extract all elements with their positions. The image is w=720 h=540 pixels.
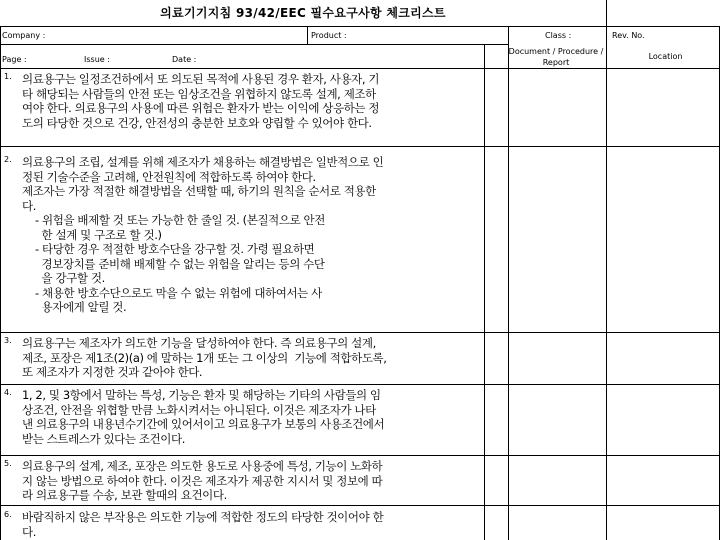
item-number: 2. — [4, 155, 12, 164]
rule — [0, 26, 720, 27]
rule — [0, 455, 720, 456]
rule — [0, 26, 1, 540]
date-label: Date : — [172, 55, 197, 64]
item-text: 의료용구의 조립, 설계를 위해 제조자가 채용하는 해결방법은 일반적으로 인 정된 기술수준을 고려해, 안전원칙에 적합하도록 하여야 한다. 제조자는 가장 적절한 해결방법을 선택할 때, 하기의 원칙을 순서로 적용한 다. - 위험을 배제할 것 또는 가능한 한 줄일 것. (본질적으로 안전 한 설계 및 구조로 할 것.) - 타당한 경우 적절한 방호수단을 강구할 것. 가령 필요하면 경보장치를 준비해 배제할 수 없는 위험을 알리는 등의 수단 을 강구할 것. - 채용한 방호수단으로도 막을 수 없는 위험에 대하여서는 사 용자에게 알릴 것. — [22, 155, 384, 314]
item-number: 6. — [4, 510, 12, 519]
rule — [508, 26, 509, 540]
page-title: 의료기기지침 93/42/EEC 필수요구사항 체크리스트 — [160, 6, 446, 20]
item-text: 의료용구의 설계, 제조, 포장은 의도한 용도로 사용중에 특성, 기능이 노화하 지 않는 방법으로 하여야 한다. 이것은 제조자가 제공한 지시서 및 정보에 따 라 의료용구를 수송, 보관 할때의 요건이다. — [22, 459, 383, 502]
item-number: 5. — [4, 459, 12, 468]
item-number: 1. — [4, 72, 12, 81]
rule — [307, 26, 308, 44]
item-text: 바람직하지 않은 부작용은 의도한 기능에 적합한 정도의 타당한 것이어야 한 다. — [22, 510, 384, 539]
class-label: Class : — [545, 31, 572, 40]
document-procedure-report-header: Document / Procedure / Report — [508, 47, 604, 67]
company-label: Company : — [2, 31, 46, 40]
item-text: 1, 2, 및 3항에서 말하는 특성, 기능은 환자 및 해당하는 기타의 사람들의 임 상조건, 안전을 위협할 만큼 노화시켜서는 아니된다. 이것은 제조자가 나타 낸 의료용구의 내용년수기간에 있어서이고 의료용구가 보통의 사용조건에서 받는 스트레스가 있다는 조건이다. — [22, 388, 385, 446]
issue-label: Issue : — [84, 55, 110, 64]
product-label: Product : — [311, 31, 347, 40]
rev-no-label: Rev. No. — [612, 31, 645, 40]
item-text: 의료용구는 제조자가 의도한 기능을 달성하여야 한다. 즉 의료용구의 설계, 제조, 포장은 제1조(2)(a) 에 말하는 1개 또는 그 이상의 기능에 적합하도록, 또 제조자가 지정한 것과 같아야 한다. — [22, 336, 387, 379]
rule — [0, 146, 720, 147]
item-number: 4. — [4, 388, 12, 397]
rule — [606, 0, 607, 540]
item-text: 의료용구는 일정조건하에서 또 의도된 목적에 사용된 경우 환자, 사용자, 기 타 해당되는 사람들의 안전 또는 임상조건을 위협하지 않도록 설계, 제조하 여야 한다. 의료용구의 사용에 따른 위험은 환자가 받는 이익에 상응하는 정 도의 타당한 것으로 건강, 안전성의 충분한 보호와 양립할 수 있어야 한다. — [22, 72, 380, 130]
location-header: Location — [648, 52, 683, 61]
rule — [0, 505, 720, 506]
item-number: 3. — [4, 336, 12, 345]
page-label: Page : — [2, 55, 27, 64]
rule — [0, 332, 720, 333]
rule — [0, 44, 508, 45]
rule — [484, 44, 485, 540]
rule — [0, 384, 720, 385]
rule — [0, 68, 720, 69]
